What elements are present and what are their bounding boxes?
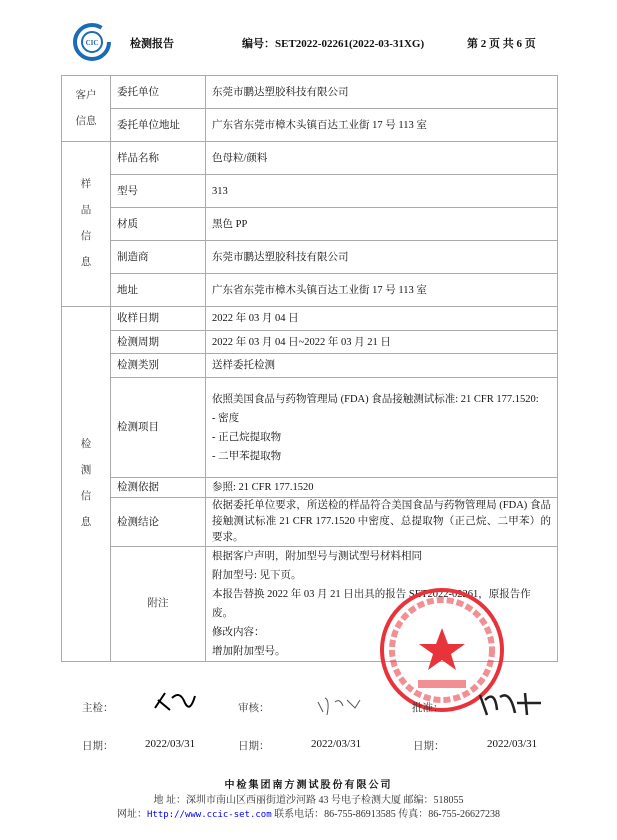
row-label: 样品名称 [111, 142, 206, 175]
website-link[interactable]: Http://www.ccic-set.com [147, 810, 272, 820]
note-line: 本报告替换 2022 年 03 月 21 日出具的报告 SET2022-02261，原报告作废。 [212, 589, 531, 619]
note-line: 根据客户声明，附加型号与测试型号材料相同 [212, 551, 422, 562]
date-label: 日期： [413, 741, 445, 752]
row-value: 313 [206, 175, 558, 208]
row-label: 型号 [111, 175, 206, 208]
row-label: 检测项目 [111, 378, 206, 478]
page-indicator: 第 2 页 共 6 页 [467, 38, 536, 50]
web-label: 网址： [117, 809, 148, 820]
test-item-line: - 密度 [212, 412, 240, 424]
group-test: 检测信息 [62, 307, 111, 662]
approver-signature [475, 685, 545, 720]
group-note: 附注 [111, 547, 206, 662]
row-label: 委托单位 [111, 76, 206, 109]
test-items [206, 378, 558, 478]
reviewer-label: 审核： [238, 703, 270, 714]
row-value: 广东省东莞市樟木头镇百达工业街 17 号 113 室 [206, 109, 558, 142]
row-label: 委托单位地址 [111, 109, 206, 142]
row-value: 色母粒/颜料 [206, 142, 558, 175]
row-value: 2022 年 03 月 04 日 [206, 307, 558, 331]
row-label: 检测类别 [111, 354, 206, 378]
footer-company: 中检集团南方测试股份有限公司 [224, 780, 393, 791]
cic-logo-icon [72, 22, 112, 62]
test-item-line: - 二甲苯提取物 [212, 450, 282, 462]
header [0, 22, 617, 62]
row-value: 参照: 21 CFR 177.1520 [206, 478, 558, 498]
row-label: 地址 [111, 274, 206, 307]
reviewer-date: 2022/03/31 [311, 738, 362, 750]
date-label: 日期： [82, 741, 114, 752]
row-label: 检测周期 [111, 331, 206, 354]
reviewer-signature [315, 690, 365, 720]
group-customer: 客户信息 [62, 76, 111, 142]
note-line: 增加附加型号。 [212, 646, 286, 657]
inspector-signature [150, 688, 200, 718]
row-value: 黑色 PP [206, 208, 558, 241]
report-title: 检测报告 [130, 38, 174, 50]
row-value: 广东省东莞市樟木头镇百达工业街 17 号 113 室 [206, 274, 558, 307]
note-line: 附加型号: 见下页。 [212, 570, 302, 581]
inspector-date: 2022/03/31 [145, 738, 196, 750]
report-number: 编号：SET2022-02261(2022-03-31XG) [242, 38, 425, 50]
test-item-line: - 正己烷提取物 [212, 431, 282, 443]
row-value: 东莞市鹏达塑胶科技有限公司 [206, 76, 558, 109]
approver-label: 批准： [412, 703, 444, 714]
date-label: 日期： [238, 741, 270, 752]
group-sample: 样品信息 [62, 142, 111, 307]
note-line: 修改内容： [212, 627, 265, 638]
row-value: 东莞市鹏达塑胶科技有限公司 [206, 241, 558, 274]
row-label: 材质 [111, 208, 206, 241]
approver-date: 2022/03/31 [487, 738, 538, 750]
row-value: 2022 年 03 月 04 日~2022 年 03 月 21 日 [206, 331, 558, 354]
logo-text: CIC [85, 39, 99, 47]
row-label: 检测结论 [111, 498, 206, 547]
row-value: 送样委托检测 [206, 354, 558, 378]
row-label: 检测依据 [111, 478, 206, 498]
row-label: 收样日期 [111, 307, 206, 331]
test-item-line: 依照美国食品与药物管理局 (FDA) 食品接触测试标准: 21 CFR 177.1520: [212, 393, 539, 405]
row-value: 依据委托单位要求，所送检的样品符合美国食品与药物管理局 (FDA) 食品接触测试标准 21 CFR 177.1520 中密度、总提取物（正己烷、二甲苯）的要求。 [206, 498, 558, 547]
report-table [61, 75, 558, 662]
footer-address: 地 址：深圳市南山区西丽街道沙河路 43 号电子检测大厦 邮编：518055 [153, 795, 464, 806]
contact-info: 联系电话：86-755-86913585 传真：86-755-26627238 [271, 809, 500, 820]
row-label: 制造商 [111, 241, 206, 274]
footer-contact [0, 805, 617, 820]
inspector-label: 主检： [82, 703, 114, 714]
